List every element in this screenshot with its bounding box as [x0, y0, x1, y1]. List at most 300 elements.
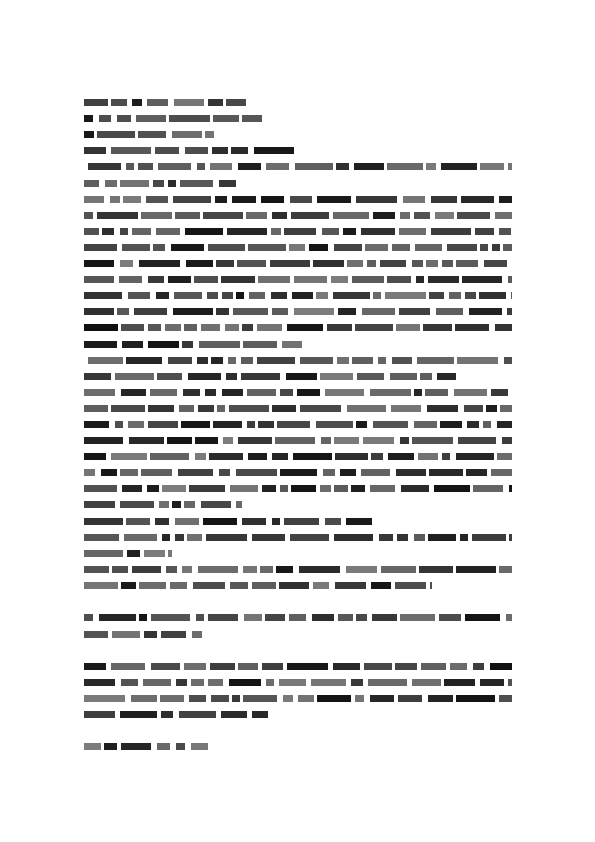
text-word	[88, 357, 123, 364]
text-word	[175, 534, 184, 541]
text-word	[237, 260, 266, 267]
text-word	[435, 212, 454, 219]
text-word	[321, 437, 331, 444]
text-word	[440, 421, 462, 428]
text-word	[271, 292, 287, 299]
text-word	[203, 518, 237, 525]
text-word	[84, 276, 114, 283]
text-word	[212, 147, 228, 154]
text-word	[365, 244, 388, 251]
text-word	[168, 276, 191, 283]
text-word	[169, 115, 210, 122]
text-word	[138, 131, 166, 138]
text-word	[132, 99, 142, 106]
text-word	[129, 437, 164, 444]
text-word	[120, 228, 128, 235]
text-word	[271, 228, 281, 235]
text-word	[226, 373, 237, 380]
text-word	[170, 582, 187, 589]
text-word	[84, 711, 115, 718]
text-word	[334, 534, 373, 541]
text-word	[508, 276, 512, 283]
text-word	[243, 341, 277, 348]
text-word	[508, 163, 512, 170]
text-word	[174, 99, 204, 106]
text-word	[371, 582, 391, 589]
text-word	[465, 614, 500, 621]
text-word	[327, 324, 352, 331]
text-word	[280, 485, 288, 492]
text-word	[337, 357, 349, 364]
text-word	[354, 163, 384, 170]
text-word	[132, 228, 151, 235]
text-word	[419, 566, 453, 573]
text-line	[84, 373, 456, 380]
text-word	[309, 244, 328, 251]
text-word	[208, 244, 245, 251]
text-line	[84, 566, 512, 573]
text-word	[293, 453, 332, 460]
text-word	[388, 453, 414, 460]
text-word	[84, 437, 123, 444]
text-word	[126, 357, 162, 364]
text-word	[182, 566, 192, 573]
text-word	[231, 147, 248, 154]
text-word	[195, 453, 206, 460]
text-word	[84, 308, 114, 315]
text-word	[497, 453, 512, 460]
text-word	[127, 550, 140, 557]
text-word	[211, 695, 229, 702]
text-word	[104, 743, 117, 750]
text-word	[179, 405, 194, 412]
text-word	[395, 582, 426, 589]
text-word	[364, 663, 392, 670]
text-word	[136, 115, 166, 122]
text-word	[290, 196, 312, 203]
text-word	[351, 485, 365, 492]
text-word	[141, 212, 172, 219]
text-word	[257, 324, 282, 331]
text-word	[497, 421, 512, 428]
text-word	[227, 228, 267, 235]
text-word	[286, 373, 317, 380]
text-word	[456, 260, 478, 267]
text-word	[175, 518, 199, 525]
text-word	[371, 453, 383, 460]
text-word	[208, 679, 223, 686]
text-line	[84, 405, 512, 412]
text-word	[229, 405, 269, 412]
text-word	[120, 711, 157, 718]
text-line	[84, 582, 432, 589]
text-word	[162, 534, 170, 541]
text-word	[165, 324, 181, 331]
text-word	[168, 180, 176, 187]
text-word	[230, 485, 258, 492]
text-word	[294, 308, 334, 315]
text-word	[184, 324, 197, 331]
text-word	[400, 437, 409, 444]
text-word	[473, 663, 484, 670]
text-word	[417, 357, 454, 364]
text-word	[352, 276, 384, 283]
text-line	[84, 469, 512, 476]
text-word	[291, 485, 316, 492]
text-word	[226, 99, 246, 106]
text-word	[414, 212, 430, 219]
text-word	[205, 131, 214, 138]
text-word	[426, 260, 438, 267]
text-word	[361, 228, 395, 235]
text-word	[395, 663, 417, 670]
text-word	[462, 276, 502, 283]
text-word	[99, 614, 136, 621]
text-word	[506, 614, 512, 621]
text-word	[243, 566, 257, 573]
text-word	[242, 115, 262, 122]
text-word	[403, 196, 425, 203]
text-word	[161, 711, 173, 718]
text-word	[120, 501, 154, 508]
text-word	[333, 212, 369, 219]
text-word	[431, 228, 471, 235]
text-word	[101, 469, 117, 476]
text-word	[460, 534, 468, 541]
text-word	[472, 534, 506, 541]
text-word	[84, 485, 117, 492]
text-word	[84, 405, 108, 412]
text-word	[179, 711, 216, 718]
text-word	[236, 501, 242, 508]
text-word	[153, 180, 164, 187]
text-word	[254, 147, 294, 154]
text-word	[121, 389, 146, 396]
text-word	[312, 614, 334, 621]
text-word	[242, 518, 266, 525]
text-word	[469, 308, 502, 315]
text-word	[168, 357, 192, 364]
text-word	[84, 324, 118, 331]
text-word	[420, 373, 432, 380]
text-word	[372, 614, 397, 621]
text-word	[167, 437, 192, 444]
text-word	[112, 566, 128, 573]
text-word	[465, 292, 476, 299]
text-word	[215, 196, 227, 203]
text-word	[351, 679, 363, 686]
text-word	[126, 163, 134, 170]
text-word	[121, 582, 136, 589]
text-word	[475, 228, 494, 235]
text-word	[115, 373, 154, 380]
text-word	[266, 163, 289, 170]
text-word	[153, 244, 165, 251]
text-word	[346, 566, 377, 573]
text-word	[412, 437, 453, 444]
text-line	[84, 308, 512, 315]
text-line	[84, 99, 246, 106]
text-word	[172, 501, 181, 508]
text-word	[272, 405, 296, 412]
text-word	[490, 663, 512, 670]
text-word	[197, 163, 205, 170]
text-word	[111, 147, 151, 154]
text-word	[421, 663, 446, 670]
text-word	[357, 373, 384, 380]
text-word	[503, 244, 512, 251]
text-word	[340, 469, 356, 476]
text-word	[201, 324, 220, 331]
text-word	[115, 421, 123, 428]
text-word	[157, 743, 170, 750]
text-word	[111, 99, 127, 106]
text-word	[387, 276, 411, 283]
text-word	[414, 421, 437, 428]
text-word	[336, 163, 349, 170]
text-word	[491, 469, 512, 476]
text-word	[156, 292, 169, 299]
text-word	[334, 485, 348, 492]
text-word	[427, 405, 458, 412]
text-word	[189, 485, 225, 492]
text-word	[121, 679, 138, 686]
text-word	[507, 308, 512, 315]
text-word	[84, 196, 104, 203]
text-word	[457, 357, 498, 364]
text-word	[144, 550, 165, 557]
text-word	[429, 469, 463, 476]
text-word	[294, 276, 327, 283]
text-word	[335, 453, 368, 460]
text-word	[272, 212, 287, 219]
text-word	[334, 244, 362, 251]
text-word	[431, 196, 457, 203]
text-word	[111, 405, 145, 412]
text-word	[221, 276, 255, 283]
text-line	[84, 534, 512, 541]
text-word	[248, 453, 267, 460]
text-word	[333, 663, 360, 670]
text-word	[121, 324, 144, 331]
text-word	[373, 212, 395, 219]
text-word	[173, 196, 211, 203]
text-word	[124, 534, 157, 541]
text-word	[148, 324, 161, 331]
text-word	[447, 244, 477, 251]
text-word	[347, 260, 363, 267]
text-line	[84, 196, 512, 203]
text-word	[112, 631, 140, 638]
text-word	[381, 566, 416, 573]
text-word	[320, 485, 331, 492]
text-word	[156, 228, 180, 235]
text-word	[464, 405, 483, 412]
text-word	[84, 453, 106, 460]
text-word	[270, 260, 310, 267]
text-word	[322, 228, 339, 235]
text-word	[111, 453, 147, 460]
text-word	[275, 437, 315, 444]
text-word	[373, 421, 408, 428]
text-word	[128, 421, 144, 428]
text-word	[84, 469, 95, 476]
text-word	[437, 373, 456, 380]
text-word	[208, 614, 238, 621]
text-word	[480, 163, 504, 170]
text-word	[484, 260, 507, 267]
text-line	[84, 115, 262, 122]
text-word	[444, 679, 475, 686]
text-word	[499, 566, 512, 573]
text-word	[102, 228, 114, 235]
text-word	[120, 180, 149, 187]
text-word	[347, 405, 386, 412]
text-word	[356, 421, 367, 428]
text-word	[361, 469, 390, 476]
text-word	[439, 614, 461, 621]
text-word	[122, 244, 150, 251]
text-word	[370, 485, 395, 492]
text-word	[338, 308, 356, 315]
text-word	[401, 485, 429, 492]
text-word	[434, 485, 470, 492]
text-word	[230, 582, 248, 589]
text-word	[378, 357, 386, 364]
text-word	[160, 695, 184, 702]
text-word	[184, 663, 206, 670]
text-word	[283, 695, 293, 702]
text-word	[84, 582, 118, 589]
text-word	[258, 421, 274, 428]
text-line	[88, 357, 512, 364]
text-word	[84, 501, 115, 508]
text-line	[84, 485, 512, 492]
text-word	[84, 244, 117, 251]
text-word	[428, 695, 453, 702]
text-word	[280, 469, 317, 476]
text-word	[193, 582, 225, 589]
text-word	[373, 292, 381, 299]
text-word	[121, 743, 151, 750]
text-word	[128, 292, 150, 299]
text-word	[287, 324, 323, 331]
text-word	[196, 614, 204, 621]
text-word	[205, 389, 216, 396]
text-line	[84, 663, 512, 670]
text-word	[117, 115, 131, 122]
text-word	[84, 292, 122, 299]
text-word	[189, 695, 206, 702]
text-word	[123, 196, 141, 203]
text-word	[175, 212, 200, 219]
text-word	[260, 566, 273, 573]
text-word	[442, 453, 450, 460]
text-word	[174, 292, 202, 299]
text-word	[323, 469, 335, 476]
text-word	[262, 485, 276, 492]
text-line	[84, 131, 214, 138]
text-word	[173, 308, 213, 315]
text-word	[229, 679, 261, 686]
text-line	[84, 341, 302, 348]
text-word	[126, 518, 150, 525]
text-word	[150, 453, 189, 460]
text-word	[148, 421, 178, 428]
text-word	[297, 389, 320, 396]
text-word	[426, 163, 436, 170]
text-word	[276, 566, 293, 573]
text-word	[242, 324, 253, 331]
text-line	[84, 453, 512, 460]
text-word	[210, 163, 232, 170]
text-word	[287, 663, 328, 670]
text-line	[84, 518, 372, 525]
text-word	[412, 679, 441, 686]
text-word	[355, 324, 393, 331]
text-word	[262, 663, 283, 670]
text-word	[141, 469, 172, 476]
text-word	[84, 518, 123, 525]
text-word	[148, 405, 174, 412]
text-word	[416, 276, 424, 283]
text-word	[84, 663, 106, 670]
text-word	[311, 679, 346, 686]
text-word	[246, 212, 267, 219]
text-word	[131, 695, 157, 702]
text-word	[466, 469, 487, 476]
text-word	[362, 308, 395, 315]
text-word	[195, 437, 218, 444]
text-word	[119, 276, 142, 283]
text-word	[132, 566, 161, 573]
text-word	[290, 534, 329, 541]
text-line	[84, 228, 512, 235]
text-word	[300, 405, 341, 412]
text-word	[244, 614, 262, 621]
text-word	[84, 389, 115, 396]
text-word	[139, 582, 166, 589]
text-word	[252, 582, 276, 589]
text-word	[166, 566, 177, 573]
text-word	[216, 260, 234, 267]
text-word	[84, 743, 101, 750]
text-word	[284, 228, 316, 235]
text-word	[84, 631, 108, 638]
text-word	[143, 679, 171, 686]
text-word	[499, 228, 511, 235]
text-word	[509, 485, 512, 492]
text-word	[355, 695, 364, 702]
text-word	[343, 228, 356, 235]
text-word	[279, 582, 309, 589]
text-word	[483, 421, 491, 428]
text-word	[84, 695, 125, 702]
text-word	[111, 663, 145, 670]
text-word	[232, 196, 256, 203]
text-word	[414, 534, 425, 541]
text-word	[252, 534, 285, 541]
text-word	[144, 631, 157, 638]
text-word	[228, 357, 236, 364]
text-word	[236, 469, 277, 476]
text-word	[456, 566, 496, 573]
text-word	[415, 244, 442, 251]
text-word	[338, 614, 353, 621]
text-word	[298, 695, 314, 702]
text-word	[84, 566, 109, 573]
text-word	[122, 341, 143, 348]
